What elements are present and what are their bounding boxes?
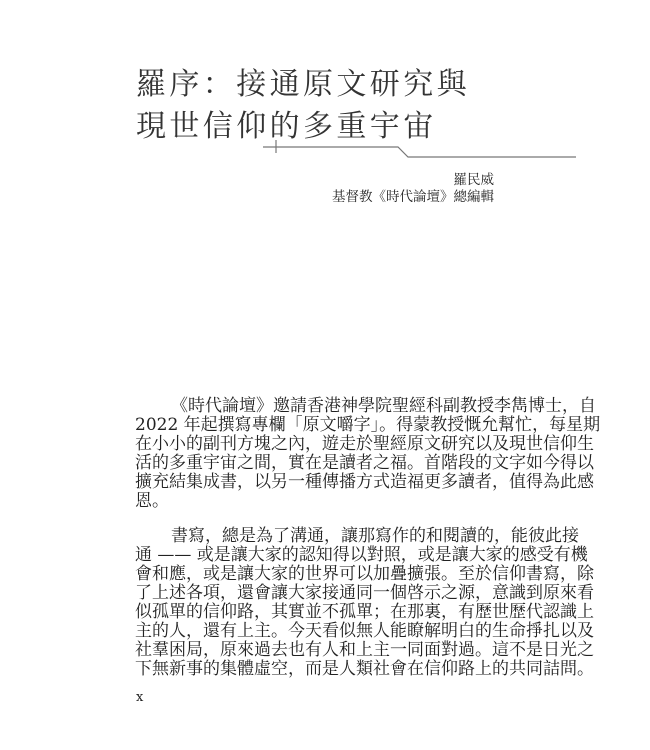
text-line: 社羣困局，原來過去也有人和上主一同面對過。這不是日光之: [135, 640, 594, 660]
text-line: 在小小的副刊方塊之內，遊走於聖經原文研究以及現世信仰生: [135, 434, 594, 454]
page-number: x: [136, 690, 144, 705]
text-line: 擴充結集成書，以另一種傳播方式造福更多讀者，值得為此感: [135, 472, 594, 492]
text-line: 會和應，或是讓大家的世界可以加疊擴張。至於信仰書寫，除: [135, 564, 594, 584]
text-line: 恩。: [135, 491, 169, 511]
title-divider-ornament: [0, 0, 650, 200]
title-line: 羅序：接通原文研究與: [136, 67, 470, 102]
title-line: 現世信仰的多重宇宙: [136, 109, 437, 144]
paragraph-2: [135, 526, 594, 679]
text-line: 活的多重宇宙之間，實在是讀者之福。首階段的文字如今得以: [135, 453, 594, 473]
text-line: 書寫，總是為了溝通，讓那寫作的和閱讀的，能彼此接: [171, 526, 579, 546]
author-block: [332, 172, 494, 206]
author-name: 羅民威: [453, 172, 494, 188]
text-line: 了上述各項，還會讓大家接通同一個啓示之源，意識到原來看: [135, 583, 594, 603]
text-line: 下無新事的集體虛空，而是人類社會在信仰路上的共同詰問。: [135, 659, 594, 679]
text-line: 主的人，還有上主。今天看似無人能瞭解明白的生命掙扎以及: [135, 621, 594, 641]
text-line: 似孤單的信仰路，其實並不孤單；在那裏，有歷世歷代認識上: [135, 602, 594, 622]
text-line: 《時代論壇》邀請香港神學院聖經科副教授李雋博士，自: [171, 396, 596, 416]
text-line: 通 —— 或是讓大家的認知得以對照，或是讓大家的感受有機: [135, 545, 588, 565]
text-line: 2022 年起撰寫專欄「原文嚼字」。得蒙教授慨允幫忙，每星期: [135, 415, 601, 435]
author-role: 基督教《時代論壇》總編輯: [332, 189, 494, 205]
paragraph-1: [135, 396, 601, 511]
